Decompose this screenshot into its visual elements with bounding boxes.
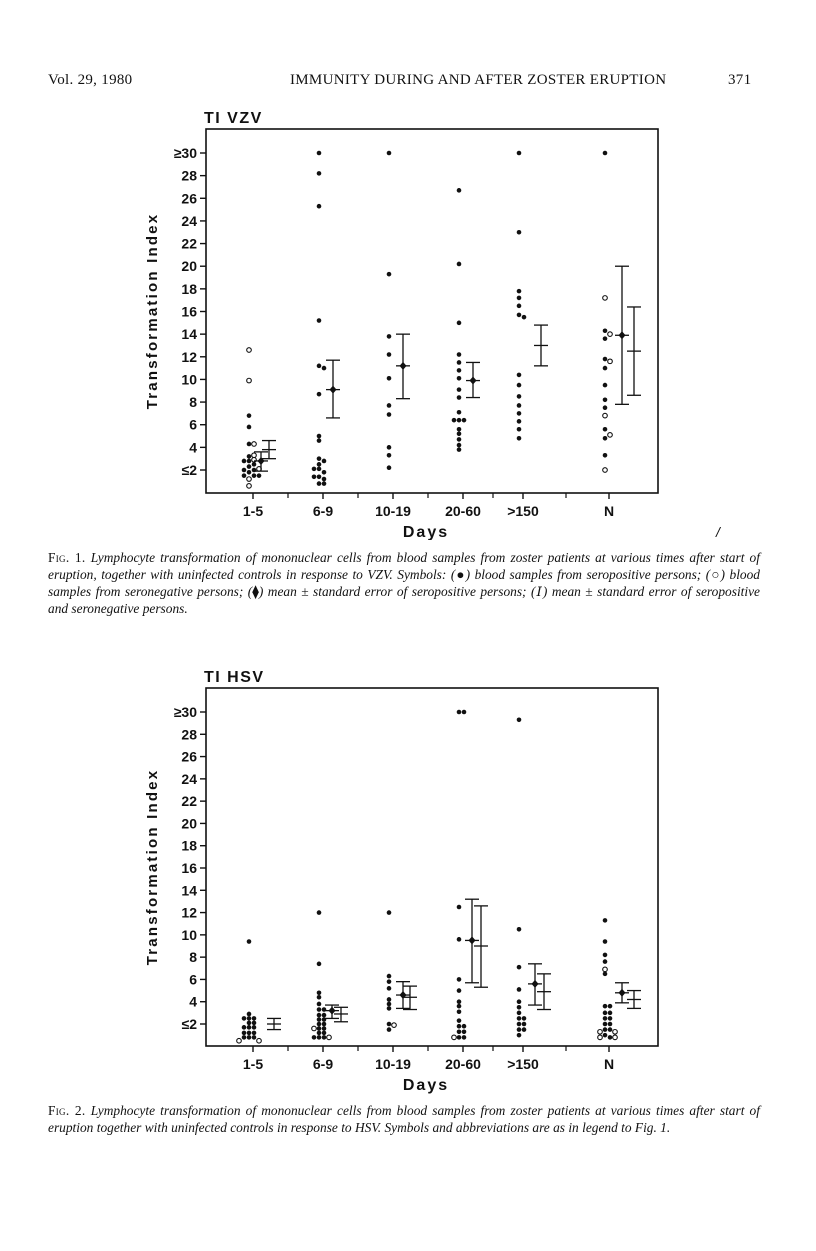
fig2-point-seropositive bbox=[317, 962, 322, 967]
fig1-point-seropositive bbox=[312, 474, 317, 479]
fig1-point-seropositive bbox=[603, 398, 608, 403]
fig2-point-seropositive bbox=[252, 1025, 257, 1030]
fig2-point-seropositive bbox=[317, 1035, 322, 1040]
fig1-point-seropositive bbox=[517, 427, 522, 432]
fig1-y-tick-label: 10 bbox=[181, 371, 197, 388]
fig2-y-tick-label: 8 bbox=[189, 949, 197, 966]
fig1-point-seropositive bbox=[322, 459, 327, 464]
fig1-point-seropositive bbox=[247, 442, 252, 447]
fig1-point-seropositive bbox=[457, 418, 462, 423]
fig2-point-seronegative bbox=[257, 1038, 262, 1043]
fig2-point-seropositive bbox=[317, 1007, 322, 1012]
fig2-x-tick-label: >150 bbox=[507, 1056, 539, 1072]
fig2-point-seropositive bbox=[387, 974, 392, 979]
fig1-y-tick-label: 16 bbox=[181, 303, 197, 320]
fig2-point-seropositive bbox=[608, 1016, 613, 1021]
fig1-stray-mark: / bbox=[716, 524, 720, 540]
fig1-point-seropositive bbox=[387, 272, 392, 277]
fig2-point-seropositive bbox=[317, 1013, 322, 1018]
fig2-y-tick-label: 26 bbox=[181, 748, 197, 765]
fig2-point-seropositive bbox=[247, 1012, 252, 1017]
fig1-point-seropositive bbox=[457, 360, 462, 365]
fig1-point-seropositive bbox=[603, 328, 608, 333]
fig1-y-axis-label: Transformation Index bbox=[144, 212, 161, 410]
fig1-point-seropositive bbox=[517, 230, 522, 235]
fig1-point-seropositive bbox=[247, 413, 252, 418]
fig2-point-seropositive bbox=[387, 1022, 392, 1027]
fig1-point-seropositive bbox=[317, 318, 322, 323]
fig2-point-seropositive bbox=[387, 1027, 392, 1032]
fig1-y-tick-label: 12 bbox=[181, 348, 197, 365]
fig1-point-seropositive bbox=[603, 151, 608, 156]
fig2-point-seronegative bbox=[392, 1023, 397, 1028]
fig1-point-seropositive bbox=[312, 467, 317, 472]
fig1-point-seropositive bbox=[603, 336, 608, 341]
fig1-point-seropositive bbox=[457, 395, 462, 400]
fig1-point-seropositive bbox=[247, 470, 252, 475]
fig2-point-seropositive bbox=[242, 1016, 247, 1021]
fig2-y-tick-label: 18 bbox=[181, 837, 197, 854]
fig1-point-seropositive bbox=[252, 473, 257, 478]
fig2-point-seropositive bbox=[247, 1025, 252, 1030]
fig2-point-seropositive bbox=[517, 987, 522, 992]
fig1-point-seropositive bbox=[242, 459, 247, 464]
fig2-point-seronegative bbox=[598, 1030, 603, 1035]
fig2-mean-seropositive-mean-diamond bbox=[469, 936, 476, 944]
fig2-point-seropositive bbox=[252, 1016, 257, 1021]
fig1-point-seropositive bbox=[603, 453, 608, 458]
fig1-point-seropositive bbox=[603, 366, 608, 371]
fig1-point-seropositive bbox=[317, 364, 322, 369]
fig1-point-seropositive bbox=[517, 296, 522, 301]
fig1-point-seronegative bbox=[608, 433, 613, 438]
fig1-point-seropositive bbox=[317, 204, 322, 209]
fig1-point-seropositive bbox=[247, 425, 252, 430]
fig2-point-seropositive bbox=[457, 977, 462, 982]
fig2-point-seropositive bbox=[387, 979, 392, 984]
fig2-point-seropositive bbox=[242, 1035, 247, 1040]
fig2-point-seronegative bbox=[613, 1030, 618, 1035]
fig1-point-seropositive bbox=[603, 436, 608, 441]
fig2-point-seropositive bbox=[603, 1016, 608, 1021]
fig1-point-seropositive bbox=[322, 470, 327, 475]
fig1-x-tick-label: 10-19 bbox=[375, 503, 411, 519]
fig1-point-seropositive bbox=[242, 473, 247, 478]
fig1-mean-seropositive-mean-diamond bbox=[470, 377, 477, 385]
fig2-point-seropositive bbox=[252, 1031, 257, 1036]
fig1-point-seropositive bbox=[317, 456, 322, 461]
fig2-point-seronegative bbox=[603, 967, 608, 972]
fig1-point-seropositive bbox=[517, 436, 522, 441]
fig2-y-tick-label: 4 bbox=[189, 993, 197, 1010]
fig2-point-seropositive bbox=[608, 1022, 613, 1027]
fig1-point-seropositive bbox=[247, 459, 252, 464]
fig1-y-tick-label: 4 bbox=[189, 439, 197, 456]
fig1-point-seropositive bbox=[387, 412, 392, 417]
fig2-point-seropositive bbox=[317, 1017, 322, 1022]
figure-2 bbox=[0, 668, 816, 1101]
fig1-point-seropositive bbox=[457, 188, 462, 193]
fig2-point-seropositive bbox=[603, 1022, 608, 1027]
fig2-point-seropositive bbox=[457, 1004, 462, 1009]
fig1-point-seropositive bbox=[522, 315, 527, 320]
fig1-point-seropositive bbox=[517, 304, 522, 309]
fig2-point-seropositive bbox=[603, 959, 608, 964]
fig2-point-seropositive bbox=[462, 1024, 467, 1029]
figure-2-chart bbox=[0, 668, 816, 1096]
fig2-point-seropositive bbox=[387, 910, 392, 915]
fig2-point-seropositive bbox=[457, 710, 462, 715]
fig1-y-tick-label: ≥30 bbox=[173, 145, 197, 161]
fig2-point-seropositive bbox=[322, 1035, 327, 1040]
fig1-point-seronegative bbox=[608, 359, 613, 364]
fig1-point-seropositive bbox=[322, 477, 327, 482]
fig1-y-tick-label: 18 bbox=[181, 280, 197, 297]
fig2-y-tick-label: ≤2 bbox=[181, 1016, 197, 1032]
fig2-point-seropositive bbox=[517, 1016, 522, 1021]
fig1-point-seropositive bbox=[457, 447, 462, 452]
fig1-point-seropositive bbox=[517, 151, 522, 156]
fig1-point-seropositive bbox=[517, 403, 522, 408]
fig2-point-seropositive bbox=[322, 1026, 327, 1031]
fig1-y-tick-label: 6 bbox=[189, 416, 197, 433]
fig1-point-seropositive bbox=[257, 473, 262, 478]
fig2-y-tick-label: 20 bbox=[181, 815, 197, 832]
fig2-point-seropositive bbox=[608, 1011, 613, 1016]
fig1-point-seropositive bbox=[317, 392, 322, 397]
fig1-chart-title: TI VZV bbox=[204, 110, 263, 127]
fig1-point-seropositive bbox=[317, 481, 322, 486]
fig2-point-seropositive bbox=[317, 1026, 322, 1031]
fig1-point-seropositive bbox=[457, 437, 462, 442]
fig1-point-seropositive bbox=[247, 464, 252, 469]
figure-1-caption-text: Lymphocyte transformation of mononuclear cells from blood samples from zoster patients at various times after start of eruption, together with uninfected controls in response to VZV. Symbols: (●) blood samples from seropositive persons; (○) blood samples from seronegative persons; (⧫) mean ± standard error of seropositive persons; (Ⅰ) mean ± standard error of seropositive and seronegative persons. bbox=[48, 550, 760, 616]
fig2-point-seropositive bbox=[457, 1009, 462, 1014]
fig1-point-seropositive bbox=[517, 313, 522, 318]
fig1-x-tick-label: N bbox=[603, 503, 615, 519]
fig2-point-seropositive bbox=[387, 997, 392, 1002]
fig2-point-seropositive bbox=[603, 1011, 608, 1016]
fig1-point-seropositive bbox=[317, 171, 322, 176]
fig2-y-tick-label: 12 bbox=[181, 904, 197, 921]
figure-1-chart bbox=[0, 108, 816, 540]
fig2-point-seropositive bbox=[457, 1035, 462, 1040]
fig1-x-tick-label: 1-5 bbox=[242, 503, 264, 519]
fig1-point-seronegative bbox=[247, 477, 252, 482]
fig2-point-seropositive bbox=[317, 1031, 322, 1036]
fig2-point-seropositive bbox=[387, 1002, 392, 1007]
fig2-y-tick-label: 22 bbox=[181, 793, 197, 810]
fig1-point-seronegative bbox=[252, 442, 257, 447]
running-title: IMMUNITY DURING AND AFTER ZOSTER ERUPTION bbox=[290, 72, 667, 88]
fig1-point-seropositive bbox=[517, 373, 522, 378]
fig2-point-seropositive bbox=[517, 1022, 522, 1027]
fig1-mean-seropositive-mean-diamond bbox=[619, 331, 626, 339]
fig2-point-seropositive bbox=[317, 995, 322, 1000]
fig1-point-seronegative bbox=[603, 413, 608, 418]
fig2-point-seropositive bbox=[457, 999, 462, 1004]
fig2-y-tick-label: 28 bbox=[181, 726, 197, 743]
fig1-y-tick-label: 22 bbox=[181, 235, 197, 252]
fig2-point-seronegative bbox=[598, 1035, 603, 1040]
fig1-point-seropositive bbox=[387, 453, 392, 458]
fig2-point-seropositive bbox=[603, 1027, 608, 1032]
fig1-plot-frame bbox=[206, 129, 658, 493]
fig1-point-seropositive bbox=[317, 438, 322, 443]
fig1-point-seropositive bbox=[603, 383, 608, 388]
fig1-point-seropositive bbox=[603, 427, 608, 432]
fig2-point-seropositive bbox=[517, 718, 522, 723]
fig1-point-seropositive bbox=[252, 462, 257, 467]
fig1-point-seropositive bbox=[317, 474, 322, 479]
fig1-point-seronegative bbox=[247, 484, 252, 489]
fig2-y-tick-label: 14 bbox=[181, 882, 197, 899]
fig1-point-seropositive bbox=[322, 481, 327, 486]
fig1-point-seropositive bbox=[457, 443, 462, 448]
fig2-point-seropositive bbox=[387, 986, 392, 991]
fig2-x-tick-label: 6-9 bbox=[312, 1056, 334, 1072]
journal-volume: Vol. 29, 1980 bbox=[48, 72, 133, 88]
fig2-point-seropositive bbox=[317, 991, 322, 996]
fig1-point-seropositive bbox=[247, 454, 252, 459]
fig2-point-seropositive bbox=[242, 1025, 247, 1030]
fig2-point-seropositive bbox=[522, 1022, 527, 1027]
fig2-point-seronegative bbox=[452, 1035, 457, 1040]
fig2-point-seronegative bbox=[613, 1035, 618, 1040]
fig1-point-seropositive bbox=[457, 321, 462, 326]
fig1-point-seropositive bbox=[387, 352, 392, 357]
fig2-point-seropositive bbox=[608, 1004, 613, 1009]
fig1-point-seronegative bbox=[603, 468, 608, 473]
fig1-y-tick-label: ≤2 bbox=[181, 462, 197, 478]
fig1-point-seropositive bbox=[517, 419, 522, 424]
fig2-point-seropositive bbox=[608, 1027, 613, 1032]
fig2-y-tick-label: 16 bbox=[181, 860, 197, 876]
fig2-point-seropositive bbox=[462, 710, 467, 715]
fig2-point-seropositive bbox=[603, 918, 608, 923]
fig1-point-seropositive bbox=[517, 383, 522, 388]
fig2-point-seropositive bbox=[322, 1013, 327, 1018]
fig2-point-seropositive bbox=[317, 1002, 322, 1007]
fig2-y-axis-label: Transformation Index bbox=[144, 768, 161, 966]
fig2-x-axis-label: Days bbox=[402, 1077, 450, 1094]
running-header bbox=[0, 72, 816, 94]
figure-2-caption bbox=[48, 1102, 760, 1136]
figure-1 bbox=[0, 108, 816, 545]
fig1-mean-seropositive-mean-diamond bbox=[330, 386, 337, 394]
fig1-point-seropositive bbox=[387, 403, 392, 408]
fig1-point-seropositive bbox=[603, 405, 608, 410]
fig1-x-tick-label: 6-9 bbox=[312, 503, 334, 519]
fig1-point-seronegative bbox=[603, 296, 608, 301]
fig2-point-seropositive bbox=[522, 1027, 527, 1032]
fig1-point-seropositive bbox=[387, 376, 392, 381]
figure-2-caption-label: Fig. 2. bbox=[48, 1103, 86, 1118]
fig2-point-seropositive bbox=[517, 1033, 522, 1038]
fig2-plot-frame bbox=[206, 688, 658, 1046]
fig2-point-seropositive bbox=[457, 1030, 462, 1035]
fig2-point-seropositive bbox=[457, 937, 462, 942]
fig1-point-seropositive bbox=[457, 352, 462, 357]
fig2-point-seropositive bbox=[517, 1005, 522, 1010]
fig1-point-seropositive bbox=[387, 151, 392, 156]
fig2-y-tick-label: 6 bbox=[189, 971, 197, 988]
fig2-point-seropositive bbox=[603, 939, 608, 944]
fig2-point-seropositive bbox=[517, 1011, 522, 1016]
fig1-point-seropositive bbox=[317, 434, 322, 439]
fig1-y-tick-label: 14 bbox=[181, 326, 197, 343]
fig1-y-tick-label: 26 bbox=[181, 190, 197, 207]
fig1-point-seropositive bbox=[387, 334, 392, 339]
fig1-y-tick-label: 28 bbox=[181, 167, 197, 184]
fig1-point-seronegative bbox=[608, 332, 613, 337]
figure-1-caption bbox=[48, 549, 760, 617]
fig2-point-seropositive bbox=[252, 1021, 257, 1026]
fig2-point-seropositive bbox=[247, 1031, 252, 1036]
fig2-y-tick-label: 24 bbox=[181, 770, 197, 787]
figure-1-caption-label: Fig. 1. bbox=[48, 550, 86, 565]
fig2-point-seropositive bbox=[457, 988, 462, 993]
fig1-point-seropositive bbox=[317, 467, 322, 472]
fig2-point-seropositive bbox=[317, 910, 322, 915]
page-number: 371 bbox=[728, 72, 752, 88]
fig2-point-seropositive bbox=[247, 1021, 252, 1026]
fig1-point-seropositive bbox=[457, 368, 462, 373]
fig2-point-seropositive bbox=[457, 1024, 462, 1029]
fig2-point-seropositive bbox=[457, 905, 462, 910]
fig1-point-seropositive bbox=[517, 289, 522, 294]
fig1-point-seropositive bbox=[457, 387, 462, 392]
fig2-point-seropositive bbox=[608, 1035, 613, 1040]
fig2-x-tick-label: 1-5 bbox=[242, 1056, 264, 1072]
fig2-point-seropositive bbox=[247, 1016, 252, 1021]
fig1-point-seronegative bbox=[247, 348, 252, 353]
fig1-point-seropositive bbox=[457, 262, 462, 267]
fig1-point-seropositive bbox=[457, 410, 462, 415]
fig2-point-seropositive bbox=[387, 1006, 392, 1011]
fig2-point-seronegative bbox=[312, 1026, 317, 1031]
fig2-x-tick-label: 10-19 bbox=[375, 1056, 411, 1072]
fig1-point-seropositive bbox=[517, 394, 522, 399]
fig1-point-seropositive bbox=[457, 431, 462, 436]
fig2-point-seropositive bbox=[517, 999, 522, 1004]
fig1-point-seropositive bbox=[322, 366, 327, 371]
fig1-x-tick-label: 20-60 bbox=[445, 503, 481, 519]
fig2-point-seropositive bbox=[603, 953, 608, 958]
fig2-point-seropositive bbox=[457, 1018, 462, 1023]
fig2-point-seropositive bbox=[603, 1033, 608, 1038]
fig2-point-seropositive bbox=[252, 1035, 257, 1040]
fig2-point-seropositive bbox=[517, 1027, 522, 1032]
fig2-point-seropositive bbox=[603, 1004, 608, 1009]
figure-2-caption-text: Lymphocyte transformation of mononuclear cells from blood samples from zoster patients at various times after start of eruption together with uninfected controls in response to HSV. Symbols and abbreviations are as in legend to Fig. 1. bbox=[48, 1103, 760, 1135]
fig1-y-tick-label: 24 bbox=[181, 212, 197, 229]
fig2-point-seropositive bbox=[517, 927, 522, 932]
fig2-mean-seropositive-mean-diamond bbox=[532, 980, 539, 988]
fig1-point-seropositive bbox=[242, 468, 247, 473]
fig1-y-tick-label: 8 bbox=[189, 394, 197, 411]
fig1-point-seropositive bbox=[603, 357, 608, 362]
fig2-point-seropositive bbox=[462, 1030, 467, 1035]
fig2-point-seropositive bbox=[247, 939, 252, 944]
fig1-point-seropositive bbox=[387, 465, 392, 470]
fig1-point-seropositive bbox=[317, 462, 322, 467]
fig1-mean-seropositive-mean-diamond bbox=[400, 362, 407, 370]
fig1-point-seropositive bbox=[457, 376, 462, 381]
fig1-point-seropositive bbox=[457, 427, 462, 432]
fig1-point-seropositive bbox=[452, 418, 457, 423]
fig2-point-seropositive bbox=[312, 1035, 317, 1040]
fig2-mean-seropositive-mean-diamond bbox=[619, 989, 626, 997]
fig2-point-seropositive bbox=[462, 1035, 467, 1040]
fig1-point-seropositive bbox=[462, 418, 467, 423]
fig2-point-seropositive bbox=[322, 1022, 327, 1027]
fig2-point-seronegative bbox=[327, 1035, 332, 1040]
fig1-x-tick-label: >150 bbox=[507, 503, 539, 519]
fig1-point-seropositive bbox=[517, 411, 522, 416]
fig2-point-seropositive bbox=[247, 1035, 252, 1040]
fig2-point-seronegative bbox=[237, 1038, 242, 1043]
fig2-point-seropositive bbox=[242, 1031, 247, 1036]
fig1-y-tick-label: 20 bbox=[181, 258, 197, 275]
fig2-y-tick-label: ≥30 bbox=[173, 704, 197, 720]
fig1-x-axis-label: Days bbox=[402, 524, 450, 540]
fig2-point-seropositive bbox=[322, 1031, 327, 1036]
fig1-point-seropositive bbox=[387, 445, 392, 450]
fig2-x-tick-label: 20-60 bbox=[445, 1056, 481, 1072]
fig2-chart-title: TI HSV bbox=[204, 669, 265, 686]
fig2-point-seropositive bbox=[517, 965, 522, 970]
fig2-point-seropositive bbox=[317, 1022, 322, 1027]
fig2-point-seropositive bbox=[522, 1016, 527, 1021]
fig2-x-tick-label: N bbox=[603, 1056, 615, 1072]
fig2-y-tick-label: 10 bbox=[181, 926, 197, 943]
fig1-point-seronegative bbox=[247, 378, 252, 383]
fig1-point-seronegative bbox=[252, 453, 257, 458]
fig1-point-seropositive bbox=[317, 151, 322, 156]
